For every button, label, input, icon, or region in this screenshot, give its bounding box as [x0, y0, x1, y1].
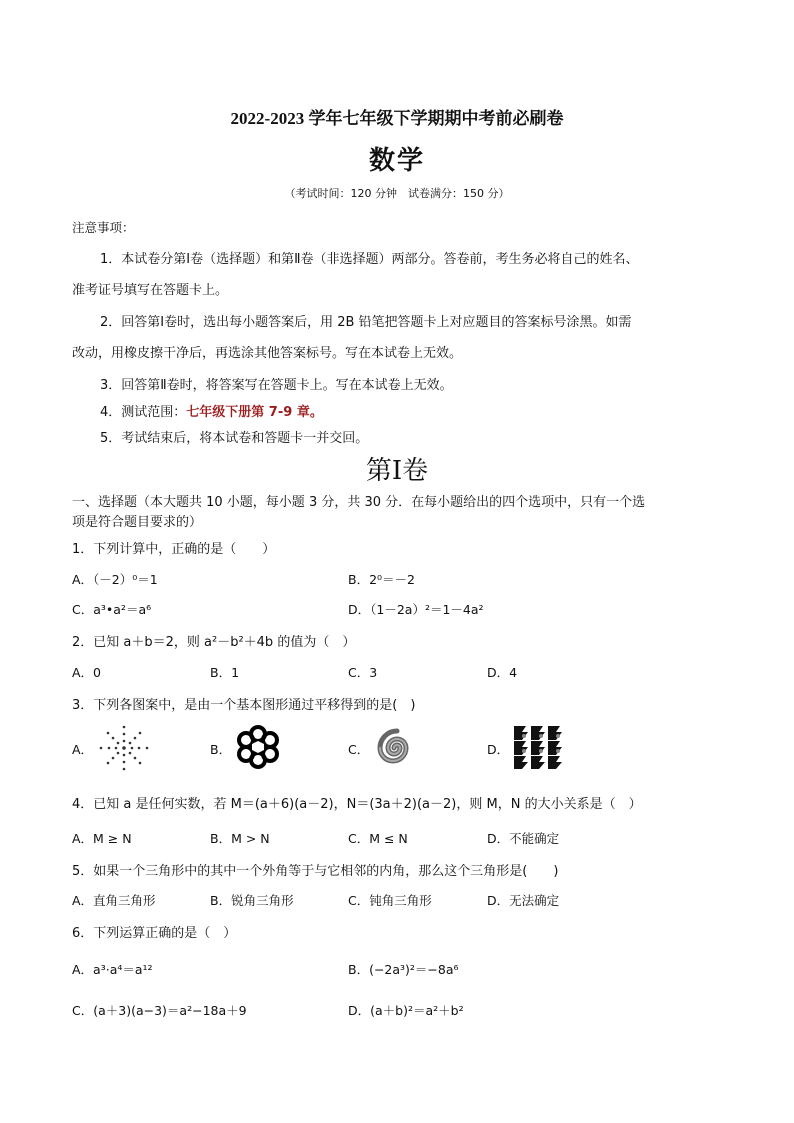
- note-1-line-1: 1．本试卷分第Ⅰ卷（选择题）和第Ⅱ卷（非选择题）两部分。答卷前，考生务必将自己的姓名、: [100, 252, 639, 267]
- q6-option-d: D．(a＋b)²＝a²＋b²: [348, 1003, 464, 1018]
- q6-option-b: B．(−2a³)²＝−8a⁶: [348, 962, 459, 977]
- note-4-prefix: 4．测试范围：: [100, 405, 187, 420]
- q2-option-a: A．0: [72, 665, 102, 680]
- question-5-stem: 5．如果一个三角形中的其中一个外角等于与它相邻的内角，那么这个三角形是( ): [72, 864, 559, 879]
- q1-option-a: A．（－2）⁰＝1: [72, 572, 158, 587]
- q1-option-d: D．（1－2a）²＝1－4a²: [348, 602, 484, 617]
- q4-option-c: C．M ≤ N: [348, 831, 408, 846]
- q3-option-d: D．: [487, 742, 510, 757]
- note-2-line-1: 2．回答第Ⅰ卷时，选出每小题答案后，用 2B 铅笔把答题卡上对应题目的答案标号涂黑。如需: [100, 315, 632, 330]
- question-4-stem: 4．已知 a 是任何实数，若 M＝(a＋6)(a－2)，N＝(3a＋2)(a－2)，则 M，N 的大小关系是（ ）: [72, 797, 642, 812]
- volume-title: 第Ⅰ卷: [365, 456, 429, 485]
- q3-option-a: A．: [72, 742, 94, 757]
- q4-option-b: B．M > N: [210, 831, 270, 846]
- snowflake-dots-figure: [96, 723, 152, 773]
- q2-option-b: B．1: [210, 665, 240, 680]
- q2-option-d: D．4: [487, 665, 518, 680]
- q6-option-c: C．(a＋3)(a−3)＝a²−18a＋9: [72, 1003, 247, 1018]
- q5-option-b: B．锐角三角形: [210, 893, 294, 908]
- tessellation-pattern-figure: [512, 724, 566, 770]
- note-1-line-2: 准考证号填写在答题卡上。: [72, 283, 229, 298]
- section-header-line-1: 一、选择题（本大题共 10 小题，每小题 3 分，共 30 分．在每小题给出的四个选项中，只有一个选: [72, 495, 646, 510]
- note-3: 3．回答第Ⅱ卷时，将答案写在答题卡上。写在本试卷上无效。: [100, 378, 453, 393]
- q5-option-d: D．无法确定: [487, 893, 560, 908]
- q4-option-d: D．不能确定: [487, 831, 560, 846]
- q5-option-c: C．钝角三角形: [348, 893, 432, 908]
- note-4: [100, 401, 323, 420]
- test-range: 七年级下册第 7-9 章。: [186, 405, 323, 420]
- q3-option-c: C．: [348, 742, 370, 757]
- q1-option-c: C．a³•a²＝a⁶: [72, 602, 152, 617]
- question-2-stem: 2．已知 a＋b＝2，则 a²－b²＋4b 的值为（ ）: [72, 635, 356, 650]
- q6-option-a: A．a³·a⁴＝a¹²: [72, 962, 153, 977]
- notes-heading: 注意事项：: [72, 220, 135, 235]
- subject-title: 数学: [368, 146, 425, 175]
- hexagon-flower-figure: [233, 724, 283, 770]
- q4-option-a: A．M ≥ N: [72, 831, 132, 846]
- question-3-stem: 3．下列各图案中，是由一个基本图形通过平移得到的是( ): [72, 698, 416, 713]
- question-6-stem: 6．下列运算正确的是（ ）: [72, 926, 237, 941]
- q3-option-b: B．: [210, 742, 232, 757]
- q5-option-a: A．直角三角形: [72, 893, 156, 908]
- note-5: 5．考试结束后，将本试卷和答题卡一并交回。: [100, 431, 369, 446]
- exam-title: 2022-2023 学年七年级下学期期中考前必刷卷: [230, 109, 564, 128]
- note-2-line-2: 改动，用橡皮擦干净后，再选涂其他答案标号。写在本试卷上无效。: [72, 346, 463, 361]
- question-1-stem: 1．下列计算中，正确的是（ ）: [72, 542, 276, 557]
- exam-info: （考试时间：120 分钟 试卷满分：150 分）: [284, 187, 510, 200]
- q2-option-c: C．3: [348, 665, 378, 680]
- section-header-line-2: 项是符合题目要求的）: [72, 515, 203, 530]
- q1-option-b: B．2⁰＝－2: [348, 572, 415, 587]
- spiral-shell-figure: [370, 723, 420, 771]
